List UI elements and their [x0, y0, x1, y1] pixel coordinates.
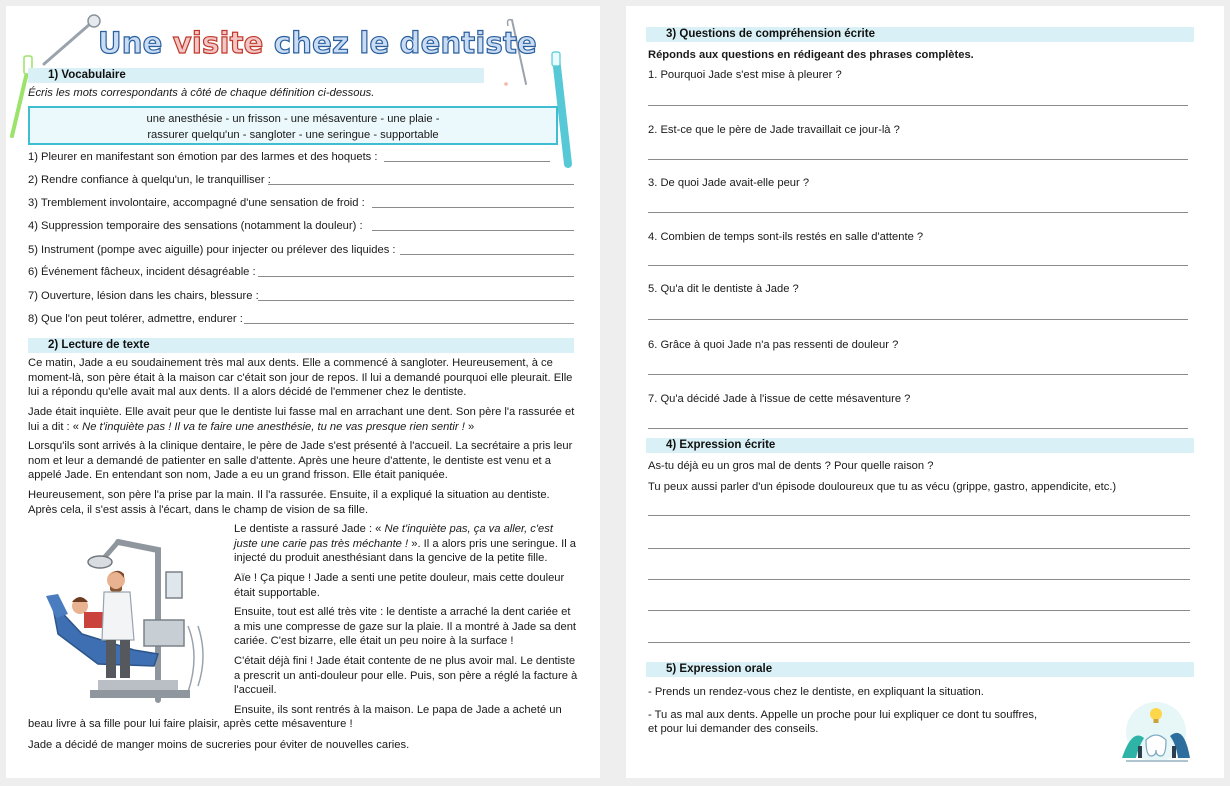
dentist-illustration — [38, 530, 222, 706]
word-bank-line-1: une anesthésie - un frisson - une mésaventure - une plaie - — [146, 113, 440, 125]
writing-line-2[interactable] — [648, 548, 1190, 549]
question-3: 3. De quoi Jade avait-elle peur ? — [648, 177, 810, 189]
vocab-definition-7: 7) Ouverture, lésion dans les chairs, blessure : — [28, 290, 259, 302]
vocab-definition-4: 4) Suppression temporaire des sensations (notamment la douleur) : — [28, 220, 363, 232]
title-part-2: visite — [172, 26, 264, 60]
reading-p2-end: » — [464, 420, 475, 433]
writing-prompt-1: As-tu déjà eu un gros mal de dents ? Pour quelle raison ? — [648, 460, 934, 472]
reading-paragraph-6: Aïe ! Ça pique ! Jade a senti une petite douleur, mais cette douleur était supportable. — [234, 572, 565, 599]
oral-prompt-1: - Prends un rendez-vous chez le dentiste, en expliquant la situation. — [648, 686, 984, 698]
section-questions-header: 3) Questions de compréhension écrite — [646, 27, 1194, 42]
section-vocabulaire-header: 1) Vocabulaire — [28, 68, 484, 83]
vocab-instruction: Écris les mots correspondants à côté de chaque définition ci-dessous. — [28, 87, 375, 99]
reading-paragraph-1: Ce matin, Jade a eu soudainement très mal aux dents. Elle a commencé à sangloter. Heureusement, à ce moment-là, son père était à la maison car c'était son jour de repos. Il lui a demandé pourquoi elle pleurait. Elle lui a répondu qu'elle avait mal aux dents. Il a alors décidé de l'emmener chez le dentiste. — [28, 357, 573, 399]
vocab-answer-line-3[interactable] — [372, 207, 574, 208]
reading-paragraph-2 — [28, 405, 580, 434]
question-4-answer-line[interactable] — [648, 265, 1188, 266]
title-part-3: chez le dentiste — [263, 26, 537, 60]
reading-p5-start: Le dentiste a rassuré Jade : « — [234, 523, 385, 535]
vocab-answer-line-1[interactable] — [384, 161, 550, 162]
word-bank-line-2: rassurer quelqu'un - sangloter - une seringue - supportable — [147, 129, 439, 141]
vocab-answer-line-7[interactable] — [258, 300, 574, 301]
question-2-answer-line[interactable] — [648, 159, 1188, 160]
reading-paragraph-7: Ensuite, tout est allé très vite : le dentiste a arraché la dent cariée et a mis une compresse de gaze sur la plaie. Il a montré à Jade sa dent cariée. C'est bizarre, elle était un peu noire à la surface ! — [234, 606, 577, 648]
reading-p5-quote: Ne t'inquiète pas, ça va aller, c'est juste une carie pas très méchante ! — [234, 523, 553, 550]
section-lecture-header: 2) Lecture de texte — [28, 338, 574, 353]
reading-p2-start: Jade était inquiète. Elle avait peur que le dentiste lui fasse mal en arrachant une dent. Son père l'a rassurée et lui a dit : « — [28, 406, 575, 433]
vocab-answer-line-8[interactable] — [244, 323, 574, 324]
questions-instruction: Réponds aux questions en rédigeant des phrases complètes. — [648, 49, 974, 61]
tooth-idea-illustration — [1116, 696, 1196, 768]
question-3-answer-line[interactable] — [648, 212, 1188, 213]
oral-prompt-2-line-1: - Tu as mal aux dents. Appelle un proche pour lui expliquer ce dont tu souffres, — [648, 709, 1038, 721]
page-title — [98, 26, 537, 60]
question-4: 4. Combien de temps sont-ils restés en salle d'attente ? — [648, 231, 924, 243]
section-expression-ecrite-header: 4) Expression écrite — [646, 438, 1194, 453]
question-5: 5. Qu'a dit le dentiste à Jade ? — [648, 283, 799, 295]
vocab-definition-6: 6) Événement fâcheux, incident désagréable : — [28, 266, 256, 278]
question-2: 2. Est-ce que le père de Jade travaillait ce jour-là ? — [648, 124, 900, 136]
vocab-answer-line-4[interactable] — [372, 230, 574, 231]
section-expression-orale-header: 5) Expression orale — [646, 662, 1194, 677]
reading-paragraph-3: Lorsqu'ils sont arrivés à la clinique dentaire, le père de Jade s'est présenté à l'accueil. La secrétaire a pris leur nom et leur a demandé de patienter en salle d'attente. Après une heure d'attente, le dentiste est venu et a appelé Jade. En entendant son nom, Jade a eu un grand frisson. Elle était paniquée. — [28, 440, 573, 482]
reading-paragraph-8: C'était déjà fini ! Jade était contente de ne plus avoir mal. Le dentiste a prescrit un anti-douleur pour elle. Puis, son père a réglé la facture à l'accueil. — [234, 655, 578, 697]
vocab-answer-line-5[interactable] — [400, 254, 574, 255]
vocab-definition-3: 3) Tremblement involontaire, accompagné d'une sensation de froid : — [28, 197, 365, 209]
reading-paragraph-9-line-1: Ensuite, ils sont rentrés à la maison. Le papa de Jade a acheté un — [234, 704, 562, 716]
writing-line-3[interactable] — [648, 579, 1190, 580]
worksheet-page-right — [626, 6, 1224, 778]
vocab-definition-8: 8) Que l'on peut tolérer, admettre, endurer : — [28, 313, 243, 325]
worksheet-page-left — [6, 6, 600, 778]
reading-p2-quote: Ne t'inquiète pas ! Il va te faire une anesthésie, tu ne vas presque rien sentir ! — [82, 420, 465, 433]
vocab-answer-line-2[interactable] — [268, 184, 574, 185]
writing-prompt-2: Tu peux aussi parler d'un épisode douloureux que tu as vécu (grippe, gastro, appendicite, etc.) — [648, 481, 1117, 493]
question-7: 7. Qu'a décidé Jade à l'issue de cette mésaventure ? — [648, 393, 911, 405]
question-1-answer-line[interactable] — [648, 105, 1188, 106]
reading-paragraph-4: Heureusement, son père l'a prise par la main. Il l'a rassurée. Ensuite, il a expliqué la situation au dentiste. Après cela, il s'est assis à l'écart, dans le champ de vision de sa fille. — [28, 489, 550, 516]
question-5-answer-line[interactable] — [648, 319, 1188, 320]
vocab-definition-2: 2) Rendre confiance à quelqu'un, le tranquilliser : — [28, 174, 271, 186]
question-1: 1. Pourquoi Jade s'est mise à pleurer ? — [648, 69, 842, 81]
reading-paragraph-9-line-2: beau livre à sa fille pour lui faire plaisir, après cette mésaventure ! — [28, 718, 353, 730]
oral-prompt-2-line-2: et pour lui demander des conseils. — [648, 723, 819, 735]
vocab-answer-line-6[interactable] — [258, 276, 574, 277]
reading-p5-end: ». Il a alors pris une seringue. Il a injecté du produit anesthésiant dans la gencive de la petite fille. — [234, 537, 577, 565]
dental-mirror-icon — [36, 12, 106, 68]
writing-line-1[interactable] — [648, 515, 1190, 516]
question-6: 6. Grâce à quoi Jade n'a pas ressenti de douleur ? — [648, 339, 899, 351]
question-6-answer-line[interactable] — [648, 374, 1188, 375]
title-part-1: Une — [98, 26, 173, 60]
writing-line-5[interactable] — [648, 642, 1190, 643]
word-bank-box — [28, 106, 558, 145]
vocab-definition-5: 5) Instrument (pompe avec aiguille) pour injecter ou prélever des liquides : — [28, 244, 396, 256]
vocab-definition-1: 1) Pleurer en manifestant son émotion par des larmes et des hoquets : — [28, 151, 378, 163]
writing-line-4[interactable] — [648, 610, 1190, 611]
reading-paragraph-10: Jade a décidé de manger moins de sucreries pour éviter de nouvelles caries. — [28, 739, 410, 751]
question-7-answer-line[interactable] — [648, 428, 1188, 429]
reading-paragraph-5 — [234, 522, 578, 566]
